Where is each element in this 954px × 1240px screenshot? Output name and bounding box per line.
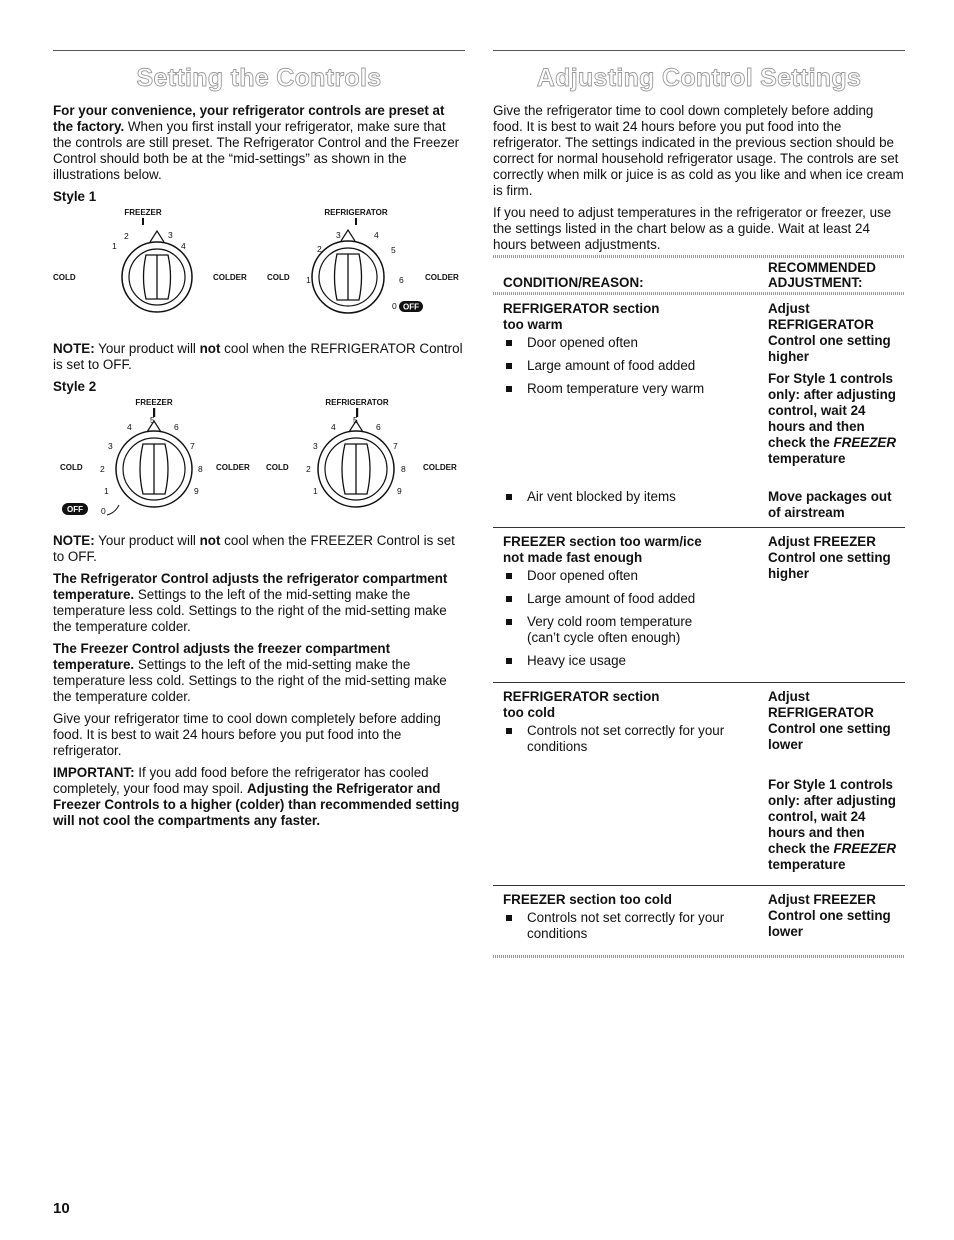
note2-label: NOTE: (53, 533, 95, 548)
style1-refrigerator-knob (312, 230, 384, 313)
row2-adj-line2: Control one setting (768, 550, 891, 565)
refrigerator-control-bold: The Refrigerator Control adjusts the refrigerator compartment temperature. (53, 571, 448, 602)
row3-style-line1: For Style 1 controls (768, 777, 894, 792)
row1-condition (493, 295, 758, 479)
style2-refrigerator-num-5: 5 (353, 415, 358, 425)
list-item: Large amount of food added (503, 358, 758, 374)
row3-style-line3: control, wait 24 (768, 809, 866, 824)
style1-freezer-colder: COLDER (213, 273, 247, 282)
row1-style-line3: control, wait 24 (768, 403, 866, 418)
style2-refrigerator-num-6: 6 (376, 422, 381, 432)
row3-style-check: check the (768, 841, 834, 856)
row1-adjustment (758, 295, 905, 479)
note2-a: Your product will (94, 533, 200, 548)
style1-refrigerator-num-6: 6 (399, 275, 404, 285)
style2-label: Style 2 (53, 379, 97, 394)
adjustment-table-body (493, 295, 905, 955)
row4-reasons (503, 910, 758, 942)
row3-reasons (503, 723, 758, 755)
row4-adj-line3: lower (768, 924, 803, 939)
important-bold: Adjusting the Refrigerator and Freezer Controls to a higher (colder) than recommended setting will not cool the compartments any faster. (53, 781, 460, 828)
list-item: Door opened often (503, 335, 758, 351)
row1-style-line5 (768, 435, 905, 451)
row2-adjustment (758, 528, 905, 683)
style1-refrigerator-num-3: 3 (336, 230, 341, 240)
section-title-adjusting-controls: Adjusting Control Settings (536, 64, 862, 92)
refrigerator-control-rest: Settings to the left of the mid-setting make the temperature less cold. Settings to the right of the mid-setting make the temperature colder. (53, 587, 447, 634)
refrigerator-control-paragraph (53, 571, 465, 635)
row1b-adj-line2: of airstream (768, 505, 845, 520)
row1b-adjustment (758, 479, 905, 528)
row3-adj-line4: lower (768, 737, 803, 752)
style2-refrigerator-label: REFRIGERATOR (325, 398, 389, 407)
list-item: Door opened often (503, 568, 758, 584)
row1-reasons (503, 335, 758, 397)
section-rule (53, 50, 465, 51)
table-header-row (493, 258, 905, 292)
list-item: Air vent blocked by items (503, 489, 758, 505)
cooldown-paragraph: Give your refrigerator time to cool down completely before adding food. It is best to wait 24 hours before you put food into the refrigerator. (53, 711, 441, 758)
note2-not: not (199, 533, 221, 548)
important-paragraph (53, 765, 465, 829)
row4-condition (493, 886, 758, 956)
style2-refrigerator-knob (318, 421, 394, 507)
list-item (503, 723, 758, 755)
section-rule (493, 50, 905, 51)
style1-freezer-cold: COLD (53, 273, 76, 282)
row1-adj-line4: higher (768, 349, 809, 364)
row3-condition-line1: REFRIGERATOR section (503, 689, 660, 704)
row2-condition-line1: FREEZER section too warm/ice (503, 534, 702, 549)
style2-freezer-num-1: 1 (104, 486, 109, 496)
list-item: Room temperature very warm (503, 381, 758, 397)
intro-bold: For your convenience, your refrigerator controls are preset at the factory. (53, 103, 445, 134)
style2-dials-illustration (53, 397, 465, 525)
row1-style-line2: only: after adjusting (768, 387, 896, 402)
header-adjustment-line2: ADJUSTMENT: (768, 275, 863, 290)
row1-style-line1: For Style 1 controls (768, 371, 894, 386)
header-adjustment-line1: RECOMMENDED (768, 260, 876, 275)
row1-adj-line3: Control one setting (768, 333, 891, 348)
note2-paragraph (53, 533, 465, 565)
adjustment-table (493, 258, 905, 292)
list-item: Large amount of food added (503, 591, 758, 607)
row3-adj-line2: REFRIGERATOR (768, 705, 874, 720)
row1-style-line4: hours and then (768, 419, 865, 434)
style2-refrigerator-num-1: 1 (313, 486, 318, 496)
style1-refrigerator-num-0: 0 (392, 301, 397, 311)
important-label: IMPORTANT: (53, 765, 135, 780)
style1-refrigerator-cold: COLD (267, 273, 290, 282)
note1-label: NOTE: (53, 341, 95, 356)
list-item (503, 910, 758, 942)
row1-style-check: check the (768, 435, 834, 450)
header-condition: CONDITION/REASON: (503, 275, 644, 290)
row1-style1-note (768, 371, 905, 467)
row3-adj-line3: Control one setting (768, 721, 891, 736)
note2-b: cool when the FREEZER Control is set to OFF. (53, 533, 455, 564)
row3-adj-line1: Adjust (768, 689, 810, 704)
style1-label: Style 1 (53, 189, 97, 204)
note1-paragraph (53, 341, 465, 373)
row4-item-line2: conditions (527, 926, 588, 941)
row1-condition-line1: REFRIGERATOR section (503, 301, 660, 316)
adjust-guide-paragraph: If you need to adjust temperatures in the refrigerator or freezer, use the settings listed in the chart below as a guide. Wait at least 24 hours between adjustments. (493, 205, 892, 252)
style2-freezer-num-9: 9 (194, 486, 199, 496)
style1-dials-illustration (53, 207, 465, 329)
row2-condition-line2: not made fast enough (503, 550, 643, 565)
row2-adj-line1: Adjust FREEZER (768, 534, 876, 549)
section-title-setting-controls: Setting the Controls (136, 64, 382, 92)
style2-off-arc (107, 505, 119, 515)
row3-adjustment-main (768, 689, 905, 753)
header-adjustment (758, 258, 905, 292)
row2-condition-title (503, 534, 758, 566)
style1-refrigerator-num-5: 5 (391, 245, 396, 255)
adjusting-controls-column (493, 50, 905, 958)
row3-style-line2: only: after adjusting (768, 793, 896, 808)
row4-condition-title: FREEZER section too cold (503, 892, 672, 907)
style1-freezer-marker (142, 218, 144, 225)
style2-off-text: OFF (67, 505, 83, 514)
style1-freezer-label: FREEZER (124, 208, 162, 217)
style2-freezer-num-7: 7 (190, 441, 195, 451)
style2-freezer-num-6: 6 (174, 422, 179, 432)
row4-item-line1: Controls not set correctly for your (527, 910, 725, 925)
adjust-intro-paragraph: Give the refrigerator time to cool down completely before adding food. It is best to wait 24 hours before you put food into the refrigerator. The settings indicated in the previous section should be correct for normal household refrigerator usage. The controls are set correctly when milk or juice is as cold as you like and when ice cream is firm. (493, 103, 904, 198)
row3-item-line2: conditions (527, 739, 588, 754)
row1-style-line6: temperature (768, 451, 846, 466)
style1-refrigerator-num-4: 4 (374, 230, 379, 240)
style1-freezer-num-1: 1 (112, 241, 117, 251)
note1-not: not (199, 341, 221, 356)
style1-refrigerator-label: REFRIGERATOR (324, 208, 388, 217)
page-number: 10 (53, 1200, 70, 1217)
row1-condition-line2: too warm (503, 317, 563, 332)
setting-controls-column (53, 50, 465, 835)
important-rest: If you add food before the refrigerator has cooled completely, your food may spoil. (53, 765, 429, 796)
style2-off-badge (62, 503, 88, 515)
row3-style1-note (768, 777, 905, 873)
style1-freezer-num-4: 4 (181, 241, 186, 251)
style2-refrigerator-num-8: 8 (401, 464, 406, 474)
style1-freezer-num-3: 3 (168, 230, 173, 240)
intro-paragraph (53, 103, 465, 183)
table-row (493, 528, 905, 683)
row2-item3-line2: (can’t cycle often enough) (527, 630, 681, 645)
style2-freezer-num-2: 2 (100, 464, 105, 474)
row3-style-freezer: FREEZER (833, 841, 896, 856)
row1b-condition (493, 479, 758, 528)
style2-freezer-knob (116, 421, 192, 507)
freezer-control-paragraph (53, 641, 465, 705)
table-row (493, 683, 905, 886)
row3-style-line5 (768, 841, 905, 857)
row3-item-line1: Controls not set correctly for your (527, 723, 725, 738)
row3-condition-title (503, 689, 758, 721)
row3-condition-line2: too cold (503, 705, 556, 720)
style2-freezer-cold: COLD (60, 463, 83, 472)
style1-refrigerator-num-1: 1 (306, 275, 311, 285)
row1-adj-line1: Adjust (768, 301, 810, 316)
row3-style-line4: hours and then (768, 825, 865, 840)
note1-b: cool when the REFRIGERATOR Control is set to OFF. (53, 341, 463, 372)
style2-refrigerator-num-3: 3 (313, 441, 318, 451)
style2-refrigerator-num-9: 9 (397, 486, 402, 496)
style2-refrigerator-num-2: 2 (306, 464, 311, 474)
style2-freezer-label: FREEZER (135, 398, 173, 407)
row2-adj-line3: higher (768, 566, 809, 581)
row1-adj-line2: REFRIGERATOR (768, 317, 874, 332)
style1-off-text: OFF (403, 302, 419, 312)
style2-refrigerator-num-7: 7 (393, 441, 398, 451)
row2-item3-line1: Very cold room temperature (527, 614, 693, 629)
row1-condition-title (503, 301, 758, 333)
row2-condition (493, 528, 758, 683)
style2-dials (53, 397, 465, 525)
row4-adj-line2: Control one setting (768, 908, 891, 923)
row3-condition (493, 683, 758, 886)
freezer-control-rest: Settings to the left of the mid-setting make the temperature less cold. Settings to the right of the mid-setting make the temperature colder. (53, 657, 447, 704)
table-row (493, 479, 905, 528)
list-item (503, 614, 758, 646)
style1-dials (53, 207, 465, 329)
style2-refrigerator-num-4: 4 (331, 422, 336, 432)
row1b-reasons (503, 489, 758, 505)
style2-freezer-num-5: 5 (150, 415, 155, 425)
style2-refrigerator-cold: COLD (266, 463, 289, 472)
row3-adjustment (758, 683, 905, 886)
note1-a: Your product will (94, 341, 200, 356)
list-item: Heavy ice usage (503, 653, 758, 669)
row1-style-freezer: FREEZER (833, 435, 896, 450)
row1-adjustment-main (768, 301, 905, 365)
style1-freezer-num-2: 2 (124, 231, 129, 241)
style2-freezer-num-3: 3 (108, 441, 113, 451)
table-bottom-rule (493, 955, 905, 958)
row4-adjustment (758, 886, 905, 956)
freezer-control-bold: The Freezer Control adjusts the freezer compartment temperature. (53, 641, 391, 672)
row2-reasons (503, 568, 758, 669)
intro-rest: When you first install your refrigerator, make sure that the controls are still preset. The Refrigerator Control and the Freezer Control should both be at the “mid-settings” as shown in the illustrations below. (53, 119, 460, 182)
style2-freezer-colder: COLDER (216, 463, 250, 472)
style1-off-badge (399, 301, 423, 312)
style1-refrigerator-num-2: 2 (317, 244, 322, 254)
table-row (493, 295, 905, 479)
style2-freezer-num-0: 0 (101, 506, 106, 516)
style2-freezer-num-4: 4 (127, 422, 132, 432)
style1-refrigerator-marker (355, 218, 357, 225)
row4-adj-line1: Adjust FREEZER (768, 892, 876, 907)
table-row (493, 886, 905, 956)
row3-style-line6: temperature (768, 857, 846, 872)
style2-freezer-num-8: 8 (198, 464, 203, 474)
style2-refrigerator-colder: COLDER (423, 463, 457, 472)
row1b-adj-line1: Move packages out (768, 489, 892, 504)
style1-refrigerator-colder: COLDER (425, 273, 459, 282)
